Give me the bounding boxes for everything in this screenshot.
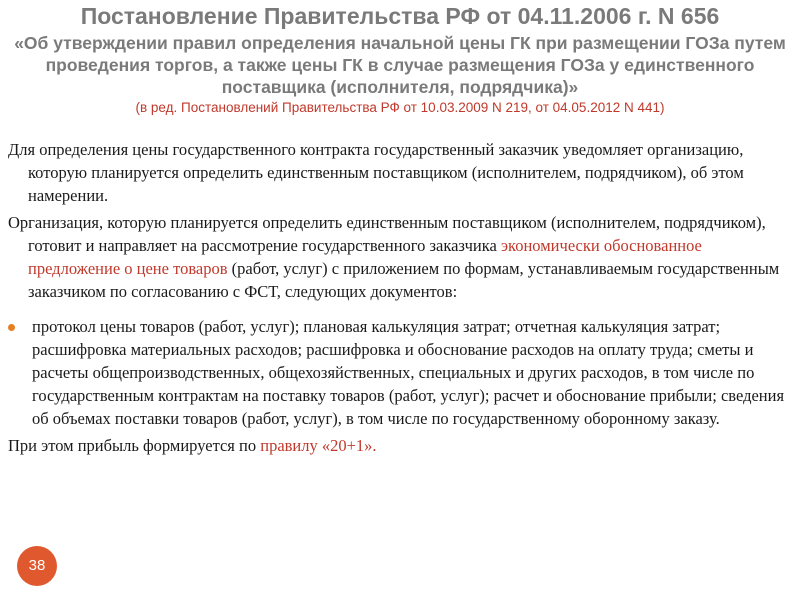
page-subtitle: «Об утверждении правил определения начальной цены ГК при размещении ГОЗа путем проведения торгов, а также цены ГК в случае размещения ГОЗа у единственного поставщика (исполнителя, подрядчика)» bbox=[14, 33, 786, 97]
paragraph-text: (работ, услуг) с приложением по формам, устанавливаемым государственным заказчиком по согласованию с ФСТ, следующих документов: bbox=[28, 259, 780, 301]
slide-title-block bbox=[8, 2, 792, 117]
edition-note: (в ред. Постановлений Правительства РФ от 10.03.2009 N 219, от 04.05.2012 N 441) bbox=[135, 100, 665, 115]
paragraph-text: Для определения цены государственного контракта государственный заказчик уведомляет организацию, которую планируется определить единственным поставщиком (исполнителем, подрядчиком), об этом намерении. bbox=[8, 140, 744, 205]
paragraph-profit-rule bbox=[8, 434, 788, 457]
highlight-rule: правилу «20+1». bbox=[260, 436, 377, 455]
paragraph-text: При этом прибыль формируется по bbox=[8, 436, 261, 455]
bullet-dot-icon bbox=[8, 324, 15, 331]
page-number-badge: 38 bbox=[17, 546, 57, 586]
list-item-text: протокол цены товаров (работ, услуг); плановая калькуляция затрат; отчетная калькуляция затрат; расшифровка материальных расходов; расшифровка и обоснование расходов на оплату труда; сметы и расчеты общепроизводственных, общехозяйственных, специальных и других расходов, в том числе по государственным контрактам на поставку товаров (работ, услуг); расчет и обоснование прибыли; сведения об объемах поставки товаров (работ, услуг), в том числе по государственному оборонному заказу. bbox=[32, 317, 785, 428]
highlight-price-proposal: экономически обоснованное предложение о цене товаров bbox=[28, 236, 702, 278]
list-item bbox=[8, 315, 788, 430]
paragraph-notification bbox=[8, 138, 788, 207]
slide-body bbox=[8, 138, 788, 461]
page-title: Постановление Правительства РФ от 04.11.2006 г. N 656 bbox=[80, 3, 720, 29]
paragraph-text: Организация, которую планируется определить единственным поставщиком (исполнителем, подрядчиком), готовит и направляет на рассмотрение государственного заказчика bbox=[8, 213, 766, 255]
paragraph-proposal bbox=[8, 211, 788, 303]
